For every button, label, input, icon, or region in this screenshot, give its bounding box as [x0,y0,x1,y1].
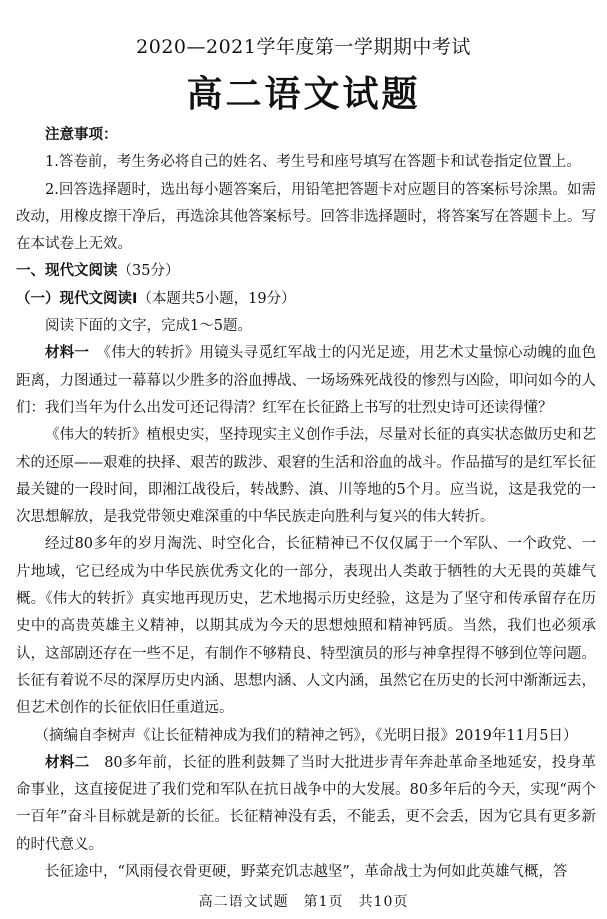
material-1-label: 材料一 [45,345,90,362]
material-2-text-1: 80多年前，长征的胜利鼓舞了当时大批进步青年奔赴革命圣地延安，投身革命事业，这直接促进了我们党和军队在抗日战争中的大发展。80多年后的今天，实现“两个一百年”奋斗目标就是新的长征。长征精神没有丢，不能丢，更不会丢，因为它具有更多新的时代意义。 [16,754,597,853]
notice-heading: 注意事项： [45,127,118,143]
material-1-source: （摘编自李树声《让长征精神成为我们的精神之钙》，《光明日报》2019年11月5日） [34,727,578,744]
section-1-title: 一、现代文阅读 [16,263,118,280]
subsection-1-note: （本题共5小题，19分） [137,290,296,307]
material-1-paragraph-1 [16,340,596,422]
exam-title: 2020—2021学年度第一学期期中考试 [136,36,471,58]
section-1-points: （35分） [117,263,180,280]
page-footer: 高二语文试题 第1页 共10页 [198,894,409,910]
subsection-1-title: （一）现代文阅读Ⅰ [16,290,138,307]
material-1-text-1: 《伟大的转折》用镜头寻觅红军战士的闪光足迹，用艺术丈量惊心动魄的血色距离，力图通过一幕幕以少胜多的浴血搏战、一场场殊死战役的惨烈与凶险，叩问如今的人们：我们当年为什么出发可还记得清？红军在长征路上书写的壮烈史诗可还读得懂？ [16,345,597,416]
notice-item-1: 1.答卷前，考生务必将自己的姓名、考生号和座号填写在答题卡和试卷指定位置上。 [45,154,581,171]
subsection-1-heading [16,286,596,313]
section-1-heading [16,258,596,285]
exam-content [16,122,596,886]
material-2-label: 材料二 [45,754,90,771]
material-1-paragraph-2: 《伟大的转折》植根史实，坚持现实主义创作手法，尽量对长征的真实状态做历史和艺术的还原——艰难的抉择、艰苦的跋涉、艰窘的生活和浴血的战斗。作品描写的是红军长征最关键的一段时间，即湘江战役后，转战黔、滇、川等地的5个月。应当说，这是我党的一次思想解放，是我党带领史难深重的中华民族走向胜利与复兴的伟大转折。 [16,427,596,526]
material-2-paragraph-2: 长征途中，“风雨侵衣骨更硬，野菜充饥志越坚”，革命战士为何如此英雄气概，答 [45,864,568,881]
subject-title: 高二语文试题 [186,74,421,115]
reading-instruction: 阅读下面的文字，完成1～5题。 [45,318,252,335]
notice-item-2: 2.回答选择题时，选出每小题答案后，用铅笔把答题卡对应题目的答案标号涂黑。如需改动，用橡皮擦干净后，再选涂其他答案标号。回答非选择题时，将答案写在答题卡上。写在本试卷上无效。 [16,181,596,253]
material-1-paragraph-3: 经过80多年的岁月淘洗、时空化合，长征精神已不仅仅属于一个军队、一个政党、一片地域，它已经成为中华民族优秀文化的一部分，表现出人类敢于牺牲的大无畏的英雄气概。《伟大的转折》真实地再现历史，艺术地揭示历史经验，这是为了坚守和传承留存在历史中的高贵英雄主义精神，以期其成为今天的思想烛照和精神钙质。当然，我们也必须承认，这部剧还存在一些不足，有制作不够精良、特型演员的形与神拿捏得不够到位等问题。长征有着说不尽的深厚历史内涵、思想内涵、人文内涵，虽然它在历史的长河中渐渐远去，但艺术创作的长征依旧任重道远。 [16,536,596,717]
material-2-paragraph-1 [16,750,596,859]
